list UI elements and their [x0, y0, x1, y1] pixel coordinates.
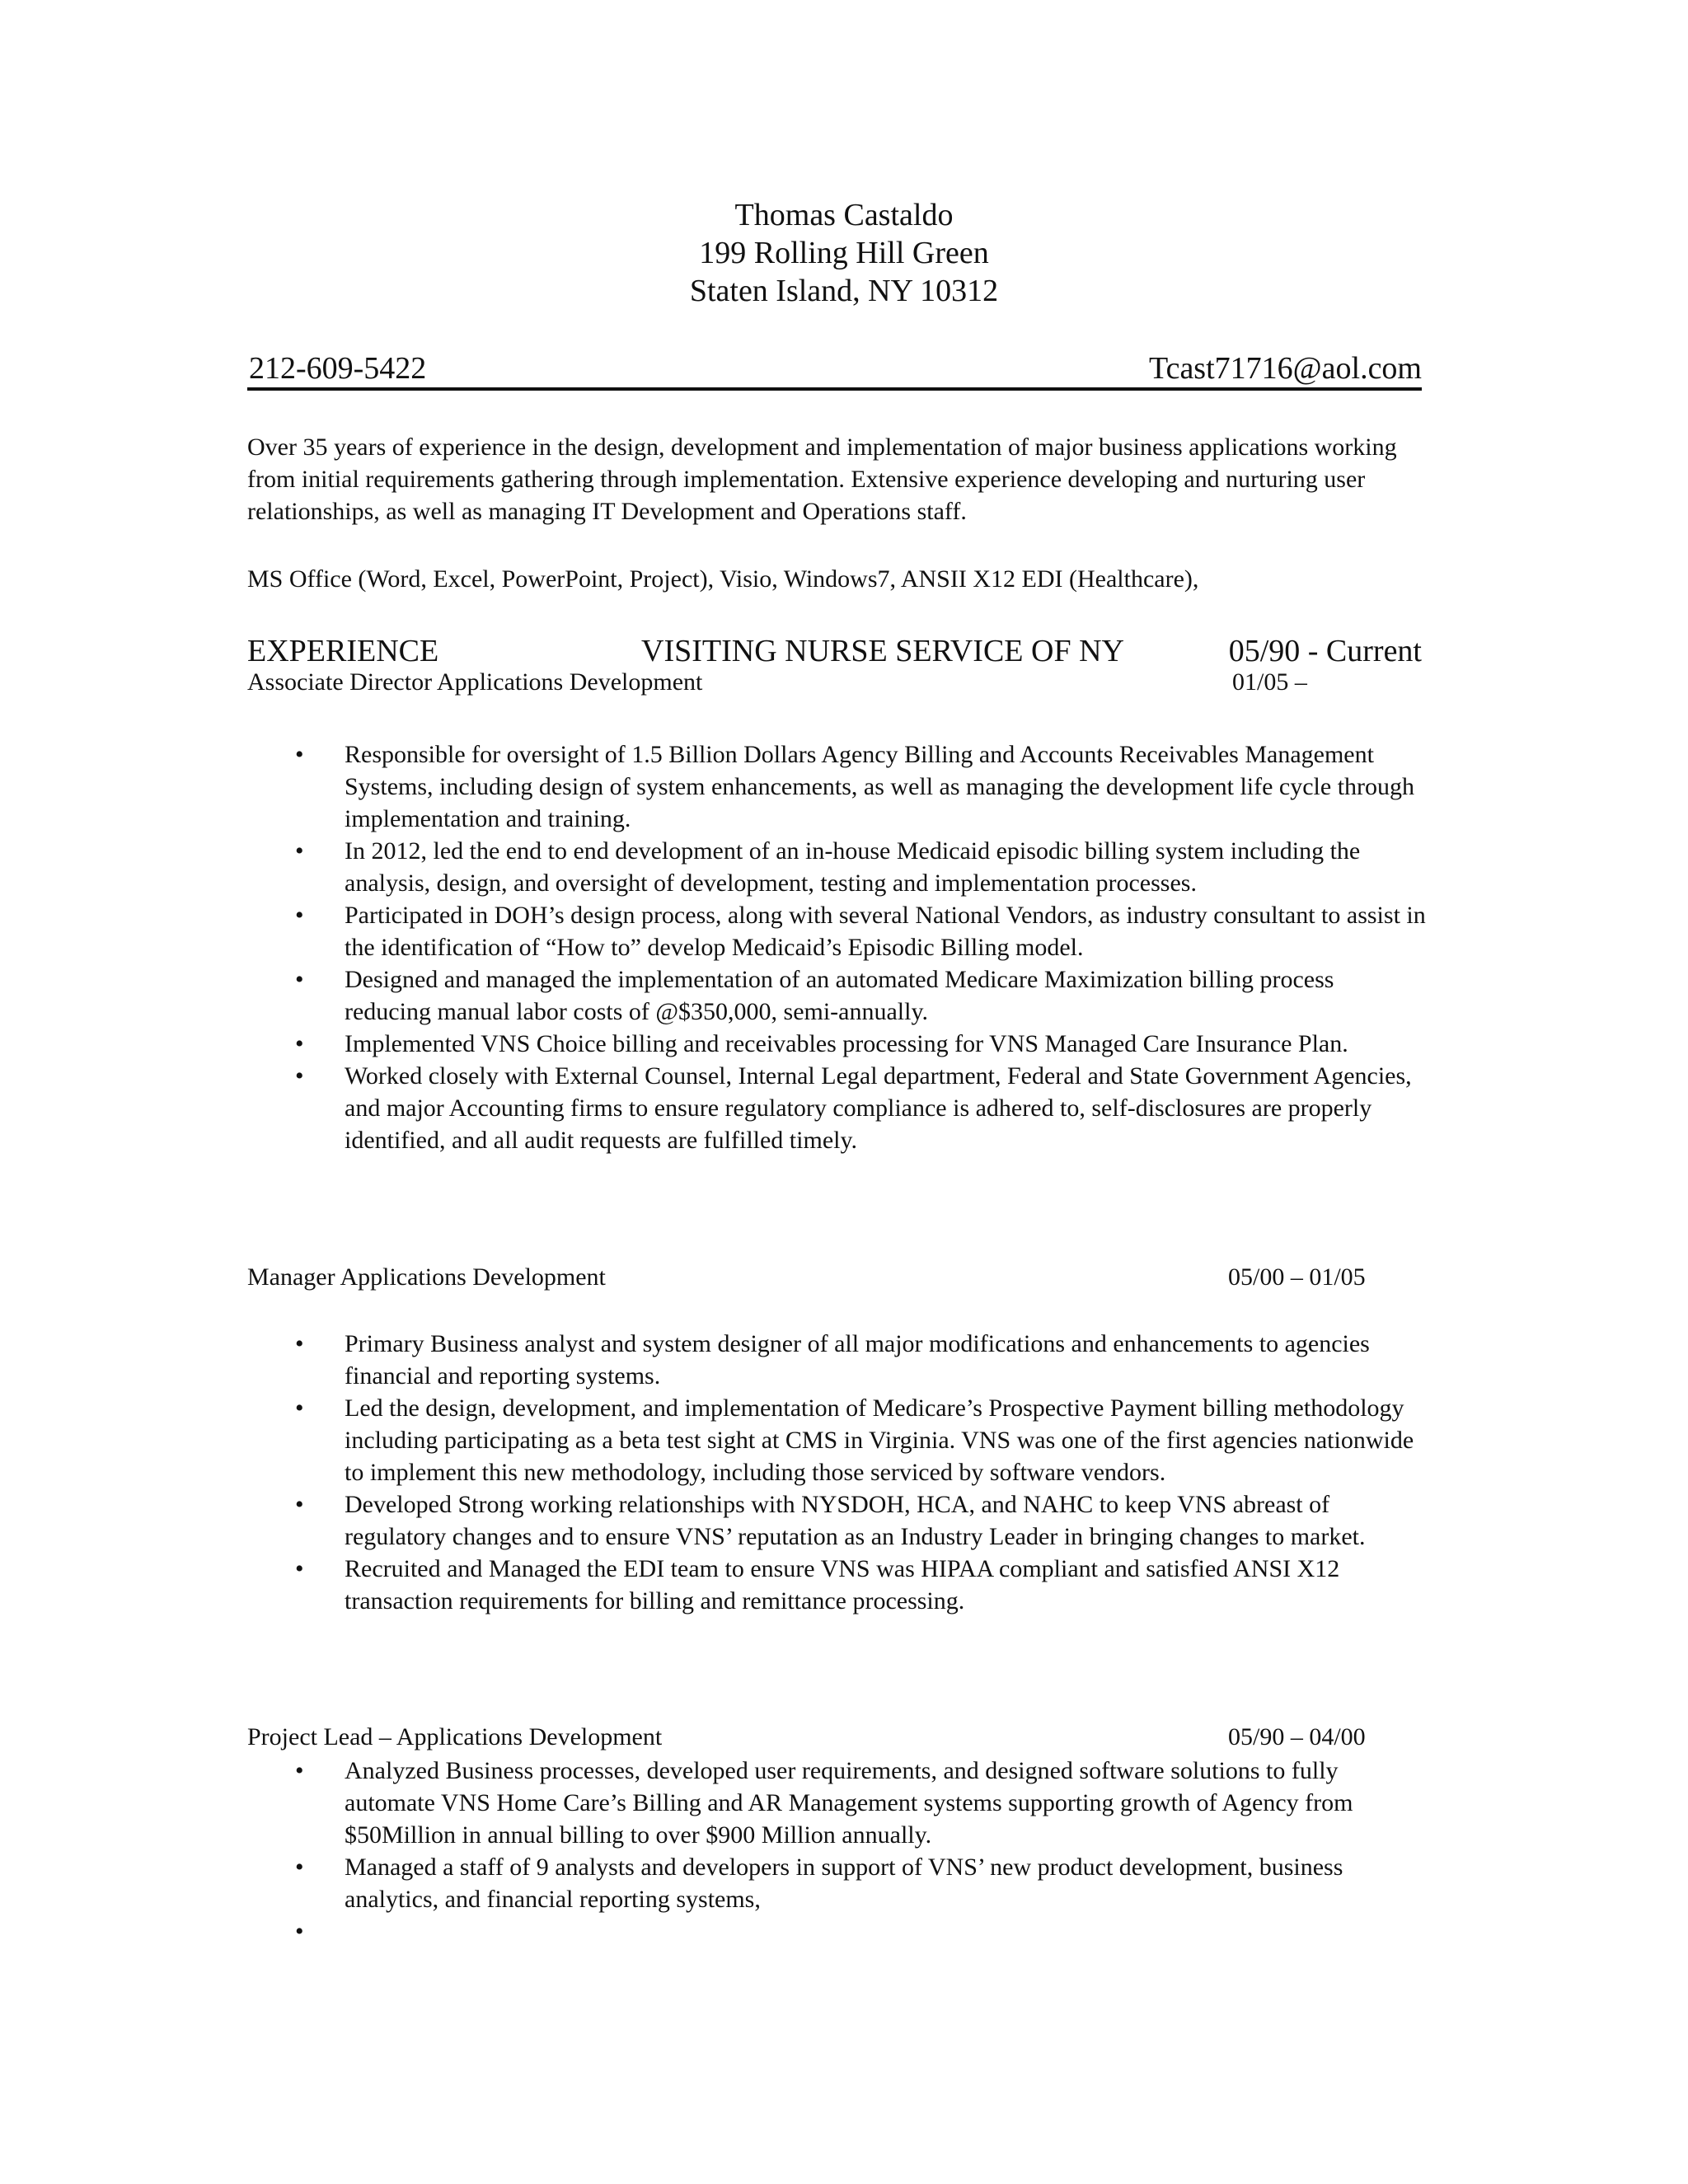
role-title: Associate Director Applications Development — [247, 668, 703, 696]
bullet-dot-icon: • — [295, 1491, 304, 1518]
bullet-dot-icon: • — [295, 1330, 304, 1357]
role-bullet-list — [247, 1328, 1426, 1617]
list-item — [247, 1755, 1426, 1851]
list-item — [247, 1028, 1426, 1060]
contact-row — [247, 349, 1422, 387]
list-item — [247, 1328, 1426, 1392]
list-item — [247, 1851, 1426, 1915]
employer-name: VISITING NURSE SERVICE OF NY — [641, 634, 1124, 668]
bullet-dot-icon: • — [295, 1555, 304, 1582]
bullet-dot-icon: • — [295, 1062, 304, 1090]
role-header — [247, 1721, 1393, 1754]
bullet-text: Developed Strong working relationships with NYSDOH, HCA, and NAHC to keep VNS abreast of regulatory changes and to ensure VNS’ reputation as an Industry Leader in bringing changes to market. — [345, 1491, 1366, 1550]
experience-heading-row — [247, 632, 1422, 670]
role-bullet-list — [247, 1755, 1426, 1947]
bullet-text: In 2012, led the end to end development of an in-house Medicaid episodic billing system including the analysis, design, and oversight of development, testing and implementation processes. — [345, 837, 1361, 897]
bullet-text: Analyzed Business processes, developed user requirements, and designed software solutions to fully automate VNS Home Care’s Billing and AR Management systems supporting growth of Agency from $50Million in annual billing to over $900 Million annually. — [345, 1757, 1353, 1849]
email-address: Tcast71716@aol.com — [1149, 351, 1422, 386]
list-item — [247, 835, 1426, 899]
bullet-dot-icon: • — [295, 1394, 304, 1422]
role-dates: 01/05 – — [1232, 668, 1307, 696]
list-item — [247, 1488, 1426, 1553]
bullet-dot-icon: • — [295, 837, 304, 865]
list-item — [247, 1553, 1426, 1617]
employment-dates: 05/90 - Current — [1228, 634, 1422, 668]
bullet-text: Primary Business analyst and system designer of all major modifications and enhancements to agencies financial and reporting systems. — [345, 1330, 1370, 1390]
header-divider — [247, 387, 1422, 391]
phone-number: 212-609-5422 — [249, 351, 427, 386]
bullet-text: Managed a staff of 9 analysts and developers in support of VNS’ new product development, business analytics, and financial reporting systems, — [345, 1854, 1343, 1913]
address-line-1: 199 Rolling Hill Green — [699, 236, 989, 270]
role-bullet-list — [247, 738, 1426, 1156]
experience-label: EXPERIENCE — [247, 634, 439, 668]
list-item — [247, 1915, 1426, 1947]
list-item — [247, 899, 1426, 963]
list-item — [247, 1060, 1426, 1156]
bullet-text: Recruited and Managed the EDI team to ensure VNS was HIPAA compliant and satisfied ANSI X12 transaction requirements for billing and remittance processing. — [345, 1555, 1340, 1615]
bullet-dot-icon: • — [295, 902, 304, 929]
candidate-name: Thomas Castaldo — [734, 198, 954, 232]
bullet-text: Led the design, development, and implementation of Medicare’s Prospective Payment billing methodology including participating as a beta test sight at CMS in Virginia. VNS was one of the first agencies nationwide to implement this new methodology, including those serviced by software vendors. — [345, 1394, 1414, 1486]
role-dates: 05/90 – 04/00 — [1228, 1723, 1366, 1750]
role-title: Project Lead – Applications Development — [247, 1723, 663, 1750]
bullet-text: Participated in DOH’s design process, along with several National Vendors, as industry consultant to assist in the identification of “How to” develop Medicaid’s Episodic Billing model. — [345, 902, 1426, 961]
list-item — [247, 738, 1426, 835]
list-item — [247, 1392, 1426, 1488]
role-title: Manager Applications Development — [247, 1263, 606, 1291]
resume-header — [0, 196, 1688, 310]
role-header — [247, 666, 1393, 699]
bullet-dot-icon: • — [295, 1757, 304, 1784]
bullet-text: Worked closely with External Counsel, Internal Legal department, Federal and State Government Agencies, and major Accounting firms to ensure regulatory compliance is adhered to, self-disclosures are properly identified, and all audit requests are fulfilled timely. — [345, 1062, 1412, 1154]
role-dates: 05/00 – 01/05 — [1228, 1263, 1366, 1291]
summary-paragraph: Over 35 years of experience in the design, development and implementation of major business applications working from initial requirements gathering through implementation. Extensive experience developing and nurturing user relationships, as well as managing IT Development and Operations staff. — [247, 434, 1397, 525]
list-item — [247, 963, 1426, 1028]
bullet-dot-icon: • — [295, 1854, 304, 1881]
bullet-text: Responsible for oversight of 1.5 Billion Dollars Agency Billing and Accounts Receivables Management Systems, including design of system enhancements, as well as managing the development life cycle through implementation and training. — [345, 741, 1415, 832]
bullet-dot-icon: • — [295, 741, 304, 768]
skills-line: MS Office (Word, Excel, PowerPoint, Project), Visio, Windows7, ANSII X12 EDI (Healthcare), — [247, 565, 1199, 593]
bullet-dot-icon: • — [295, 966, 304, 993]
role-header — [247, 1261, 1393, 1294]
bullet-text: Designed and managed the implementation of an automated Medicare Maximization billing process reducing manual labor costs of @$350,000, semi-annually. — [345, 966, 1334, 1025]
bullet-dot-icon: • — [295, 1030, 304, 1057]
address-line-2: Staten Island, NY 10312 — [689, 274, 999, 308]
bullet-dot-icon: • — [295, 1918, 304, 1945]
bullet-text: Implemented VNS Choice billing and receivables processing for VNS Managed Care Insurance Plan. — [345, 1030, 1348, 1057]
